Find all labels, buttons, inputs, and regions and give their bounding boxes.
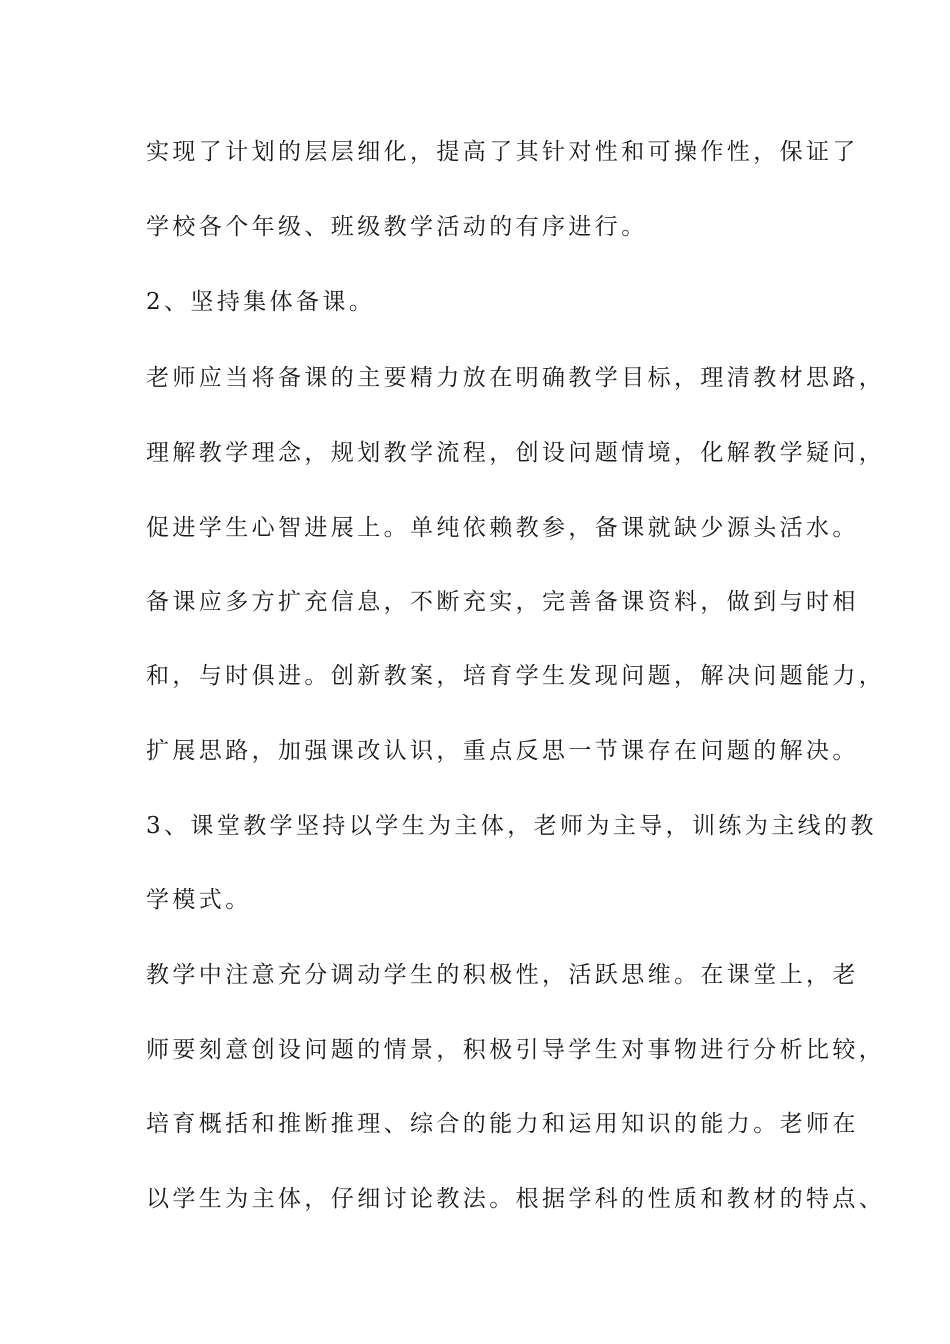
text-line: 备课应多方扩充信息，不断充实，完善备课资料，做到与时相: [146, 589, 859, 615]
section-heading: 2、坚持集体备课。: [146, 289, 376, 315]
section-heading-continued: 学模式。: [146, 887, 252, 913]
text-line: 以学生为主体，仔细讨论教法。根据学科的性质和教材的特点、: [146, 1186, 886, 1212]
text-line: 教学中注意充分调动学生的积极性，活跃思维。在课堂上，老: [146, 962, 859, 988]
text-line: 培育概括和推断推理、综合的能力和运用知识的能力。老师在: [146, 1111, 859, 1137]
text-line: 和，与时俱进。创新教案，培育学生发现问题，解决问题能力，: [146, 663, 886, 689]
text-line: 扩展思路，加强课改认识，重点反思一节课存在问题的解决。: [146, 738, 859, 764]
text-line: 老师应当将备课的主要精力放在明确教学目标，理清教材思路，: [146, 365, 886, 391]
text-line: 理解教学理念，规划教学流程，创设问题情境，化解教学疑问，: [146, 440, 886, 466]
section-heading: 3、课堂教学坚持以学生为主体，老师为主导，训练为主线的教: [146, 813, 877, 839]
text-line: 师要刻意创设问题的情景，积极引导学生对事物进行分析比较，: [146, 1037, 886, 1063]
text-line: 促进学生心智进展上。单纯依赖教参，备课就缺少源头活水。: [146, 515, 859, 541]
text-line: 学校各个年级、班级教学活动的有序进行。: [146, 214, 648, 240]
text-line: 实现了计划的层层细化，提高了其针对性和可操作性，保证了: [146, 139, 859, 165]
